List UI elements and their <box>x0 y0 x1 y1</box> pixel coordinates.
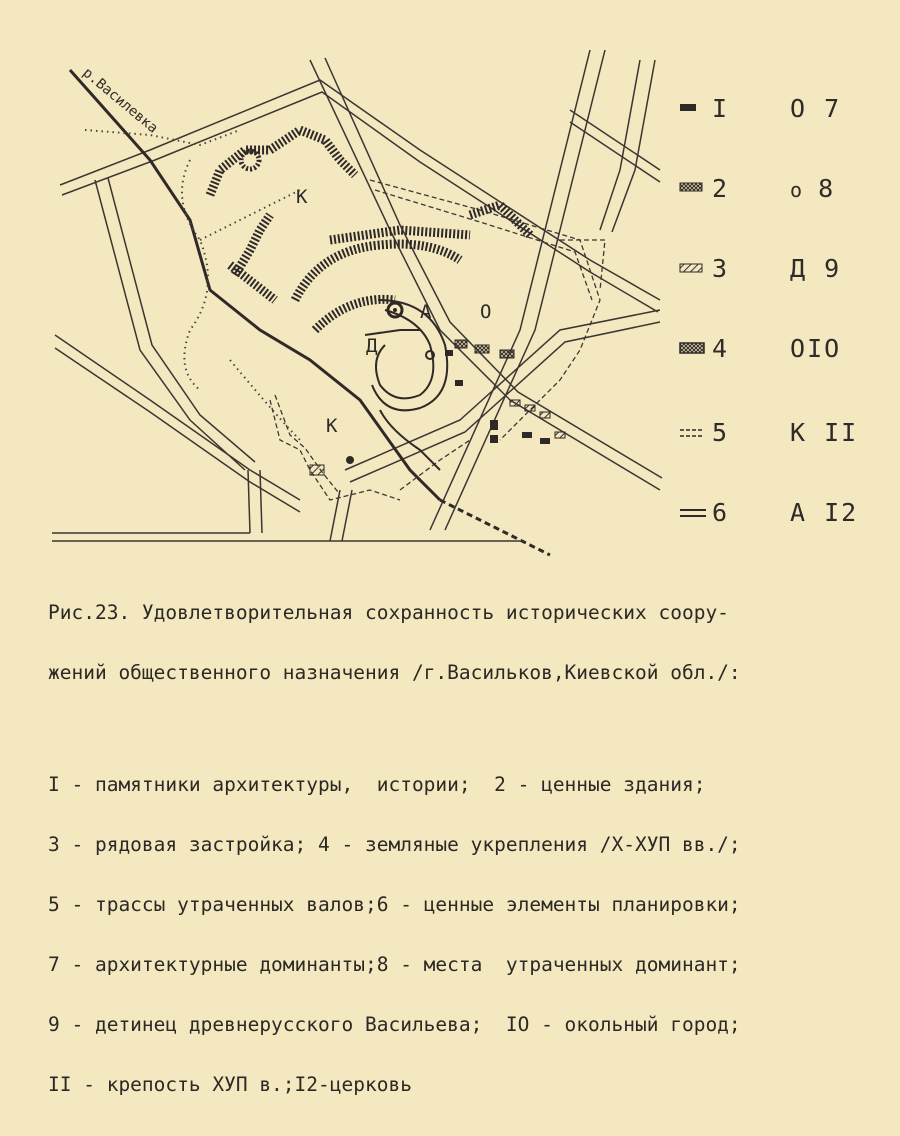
legend-num-5: 5 <box>712 418 730 447</box>
legend-num-3: 3 <box>712 254 730 283</box>
legend-num-1: I <box>712 94 730 123</box>
legend-icon-5 <box>680 430 704 436</box>
legend-letter-12: А I2 <box>790 498 859 527</box>
legend-num-2: 2 <box>712 174 730 203</box>
river-dashed-continuation <box>440 500 550 555</box>
legend-symbols <box>680 104 706 516</box>
earthwork-round-mark <box>241 151 259 169</box>
city-plan-map <box>0 0 900 560</box>
legend-icon-2 <box>680 183 702 191</box>
figure-caption <box>48 563 878 1135</box>
lost-rampart-traces <box>270 180 605 500</box>
caption-title-line-1: Рис.23. Удовлетворительная сохранность исторических соору- <box>48 601 729 624</box>
caption-legend-line: 7 - архитектурные доминанты;8 - места утраченных доминант; <box>48 953 741 976</box>
caption-legend-line: 5 - трассы утраченных валов;6 - ценные элементы планировки; <box>48 893 741 916</box>
legend-icon-4 <box>680 343 704 353</box>
zone-label-krepost-south: К <box>326 415 338 437</box>
legend-icon-6 <box>680 510 706 516</box>
caption-title-line-2: жений общественного назначения /г.Васильков,Киевской обл./: <box>48 661 741 684</box>
river-label: р.Василевка <box>79 64 161 137</box>
map-frame <box>52 533 520 541</box>
legend-letter-7: О 7 <box>790 94 842 123</box>
terrain-contours <box>85 130 300 440</box>
zone-label-church: А <box>420 301 432 323</box>
legend-num-6: 6 <box>712 498 730 527</box>
legend-icon-3 <box>680 264 702 272</box>
legend-icon-1 <box>680 104 696 111</box>
legend-letter-10: ОIO <box>790 334 842 363</box>
caption-legend-line: I - памятники архитектуры, истории; 2 - ценные здания; <box>48 773 706 796</box>
zone-label-detinets: Д <box>366 335 378 357</box>
caption-legend-line: II - крепость ХУП в.;I2-церковь <box>48 1073 412 1096</box>
legend-letter-9: Д 9 <box>790 254 842 283</box>
zone-label-okolny-gorod: О <box>480 301 492 323</box>
caption-legend-line: 9 - детинец древнерусского Васильева; IO - окольный город; <box>48 1013 741 1036</box>
legend-num-4: 4 <box>712 334 730 363</box>
caption-legend-line: 3 - рядовая застройка; 4 - земляные укрепления /Х-ХУП вв./; <box>48 833 741 856</box>
legend-letter-8: о 8 <box>790 174 836 203</box>
zone-label-krepost-north: К <box>296 186 308 208</box>
legend-letter-11: К II <box>790 418 859 447</box>
